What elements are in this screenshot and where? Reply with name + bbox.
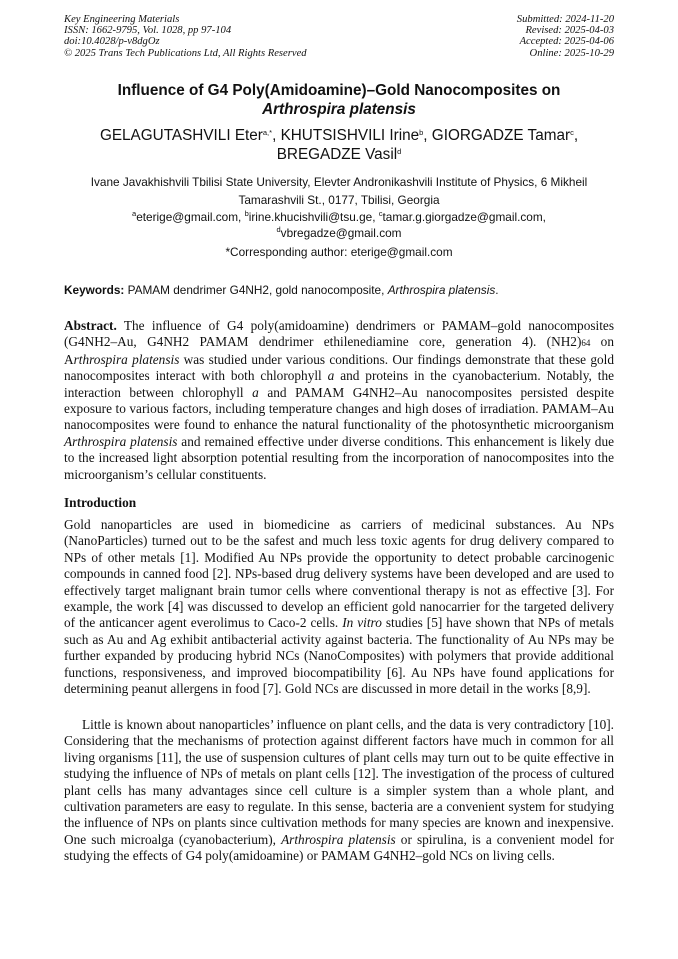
section-heading-introduction: Introduction xyxy=(64,495,137,510)
email: irine.khucishvili@tsu.ge, xyxy=(248,210,379,224)
text-segment: Arthrospira platensis xyxy=(64,433,178,449)
email-mark: b xyxy=(244,209,249,218)
author-name: GIORGADZE Tamar xyxy=(431,127,571,144)
text-segment: on A xyxy=(64,334,614,367)
text-segment: and proteins in the cyanobacterium. Notably, the interaction between chlorophyll xyxy=(64,368,615,400)
text-segment: a xyxy=(252,384,259,400)
text-segment: studies [5] have shown that NPs of metals such as Au and Ag exhibit antibacterial activity against bacteria. The functionality of Au NPs may be further expanded by producing hybrid NCs (NanoComposites) with polymers that provide additional functions, responsiveness, and improved biocompatibility [6]. Au NPs have found applications for determining peanut allergens in food [7]. Gold NCs are discussed in more detail in the works [8,9]. xyxy=(64,615,614,697)
email: tamar.g.giorgadze@gmail.com, xyxy=(382,210,546,224)
text-segment: Little is known about nanoparticles’ influence on plant cells, and the data is very contradictory [10]. Considering that the mechanisms of protection against different factors have much in common for all living organisms [11], the use of suspension cultures of plant cells may turn out to be quite effective in studying the influence of NPs of metals on plant cells [12]. The investigation of the process of cultured plant cells has many advantages since cell culture is a simpler system than a whole plant, and cultivation parameters are easy to regulate. In this sense, bacteria are a convenient system for studying the influence of NPs on plants since cultivation methods for many species are known and inexpensive. One such microalga (cyanobacterium), xyxy=(64,717,614,847)
issn-volume: ISSN: 1662-9795, Vol. 1028, pp 97-104 xyxy=(64,25,232,37)
title-line-1: Influence of G4 Poly(Amidoamine)–Gold Nanocomposites on xyxy=(117,82,561,99)
affiliation-line-1: Ivane Javakhishvili Tbilisi State University, Elevter Andronikashvili Institute of Physics, 6 Mikheil xyxy=(90,175,588,189)
corresponding-author: *Corresponding author: eterige@gmail.com xyxy=(225,245,453,259)
text-segment: rthrospira platensis xyxy=(73,351,180,367)
author-name: GELAGUTASHVILI Eter xyxy=(99,127,263,144)
journal-info xyxy=(64,14,307,59)
text-segment: 64 xyxy=(581,338,591,349)
author-name: KHUTSISHVILI Irine xyxy=(280,127,420,144)
text-segment: and remained effective under diverse conditions. This enhancement is likely due to the increased light absorption potential resulting from the incorporation of nanocomposites into the microorganism’s cellular constituents. xyxy=(64,433,615,482)
email-mark: d xyxy=(276,225,281,234)
text-segment: The influence of G4 poly(amidoamine) dendrimers or PAMAM–gold nanocomposites (G4NH2–Au, G4NH2 PAMAM dendrimer ethilenediamine core, generation 4). (NH2) xyxy=(64,318,614,350)
submitted-date: Submitted: 2024-11-20 xyxy=(516,14,614,25)
accepted-date: Accepted: 2025-04-06 xyxy=(519,36,614,48)
text-segment: . xyxy=(495,283,499,297)
separator: , xyxy=(423,127,432,144)
text-segment: Arthrospira platensis xyxy=(387,283,496,297)
doi: doi:10.4028/p-v8dgOz xyxy=(64,36,160,48)
affiliation-line-2: Tamarashvili St., 0177, Tbilisi, Georgia xyxy=(238,193,440,207)
email-mark: a xyxy=(132,209,137,218)
intro-paragraph-2 xyxy=(64,717,614,865)
text-segment: and PAMAM G4NH2–Au nanocomposites persisted despite exposure to various factors, including temperature changes and high doses of irradiation. PAMAM–Au nanocomposites were found to enhance the natural functionality of the photosynthetic microorganism xyxy=(64,384,614,433)
journal-name: Key Engineering Materials xyxy=(64,14,180,25)
text-segment: Abstract. xyxy=(64,318,117,333)
separator: , xyxy=(573,127,579,144)
dates-info xyxy=(517,14,614,59)
email: eterige@gmail.com, xyxy=(136,210,245,224)
author-affiliation-mark: c xyxy=(570,128,574,137)
text-segment: Gold nanoparticles are used in biomedicine as carriers of medicinal substances. Au NPs (NanoParticles) turned out to be the safest and much less toxic agents for drug delivery compared to NPs of other metals [1]. Modified Au NPs provide the opportunity to detect probable carcinogenic compounds in canned food [2]. NPs-based drug delivery systems have been developed and are used to effectively target malignant brain tumor cells where conventional therapy is not as effective [3]. For example, the work [4] was discussed to develop an efficient gold nanocarrier for the targeted delivery of the anticancer agent everolimus to Caco-2 cells. xyxy=(64,517,614,631)
text-segment: PAMAM dendrimer G4NH2, gold nanocomposite, xyxy=(124,283,388,297)
abstract xyxy=(64,318,614,483)
keywords xyxy=(64,283,499,297)
intro-paragraph-1 xyxy=(64,517,614,697)
author-affiliation-mark: b xyxy=(419,128,424,137)
email-list xyxy=(40,209,638,241)
author-affiliation-mark: d xyxy=(397,146,402,156)
text-segment: Arthrospira platensis xyxy=(281,831,396,847)
text-segment: or spirulina, is a convenient model for studying the effects of G4 poly(amidoamine) or PAMAM G4NH2–gold NCs on living cells. xyxy=(64,831,614,864)
text-segment: In vitro xyxy=(342,615,382,631)
text-segment: a xyxy=(327,368,335,384)
title-line-2: Arthrospira platensis xyxy=(262,101,416,118)
separator: , xyxy=(272,127,281,144)
paper-title xyxy=(40,81,638,119)
text-segment: was studied under various conditions. Our findings demonstrate that these gold nanocomposites interact with both chlorophyll xyxy=(64,351,614,384)
text-segment: Keywords: xyxy=(64,283,125,297)
email-mark: c xyxy=(378,209,383,218)
affiliation xyxy=(40,173,638,209)
email: vbregadze@gmail.com xyxy=(280,226,402,240)
author-list xyxy=(40,127,638,164)
author-affiliation-mark: a,* xyxy=(262,128,273,137)
author-name: BREGADZE Vasil xyxy=(276,145,398,163)
online-date: Online: 2025-10-29 xyxy=(529,47,614,59)
copyright: © 2025 Trans Tech Publications Ltd, All Rights Reserved xyxy=(64,47,307,59)
revised-date: Revised: 2025-04-03 xyxy=(525,25,614,37)
